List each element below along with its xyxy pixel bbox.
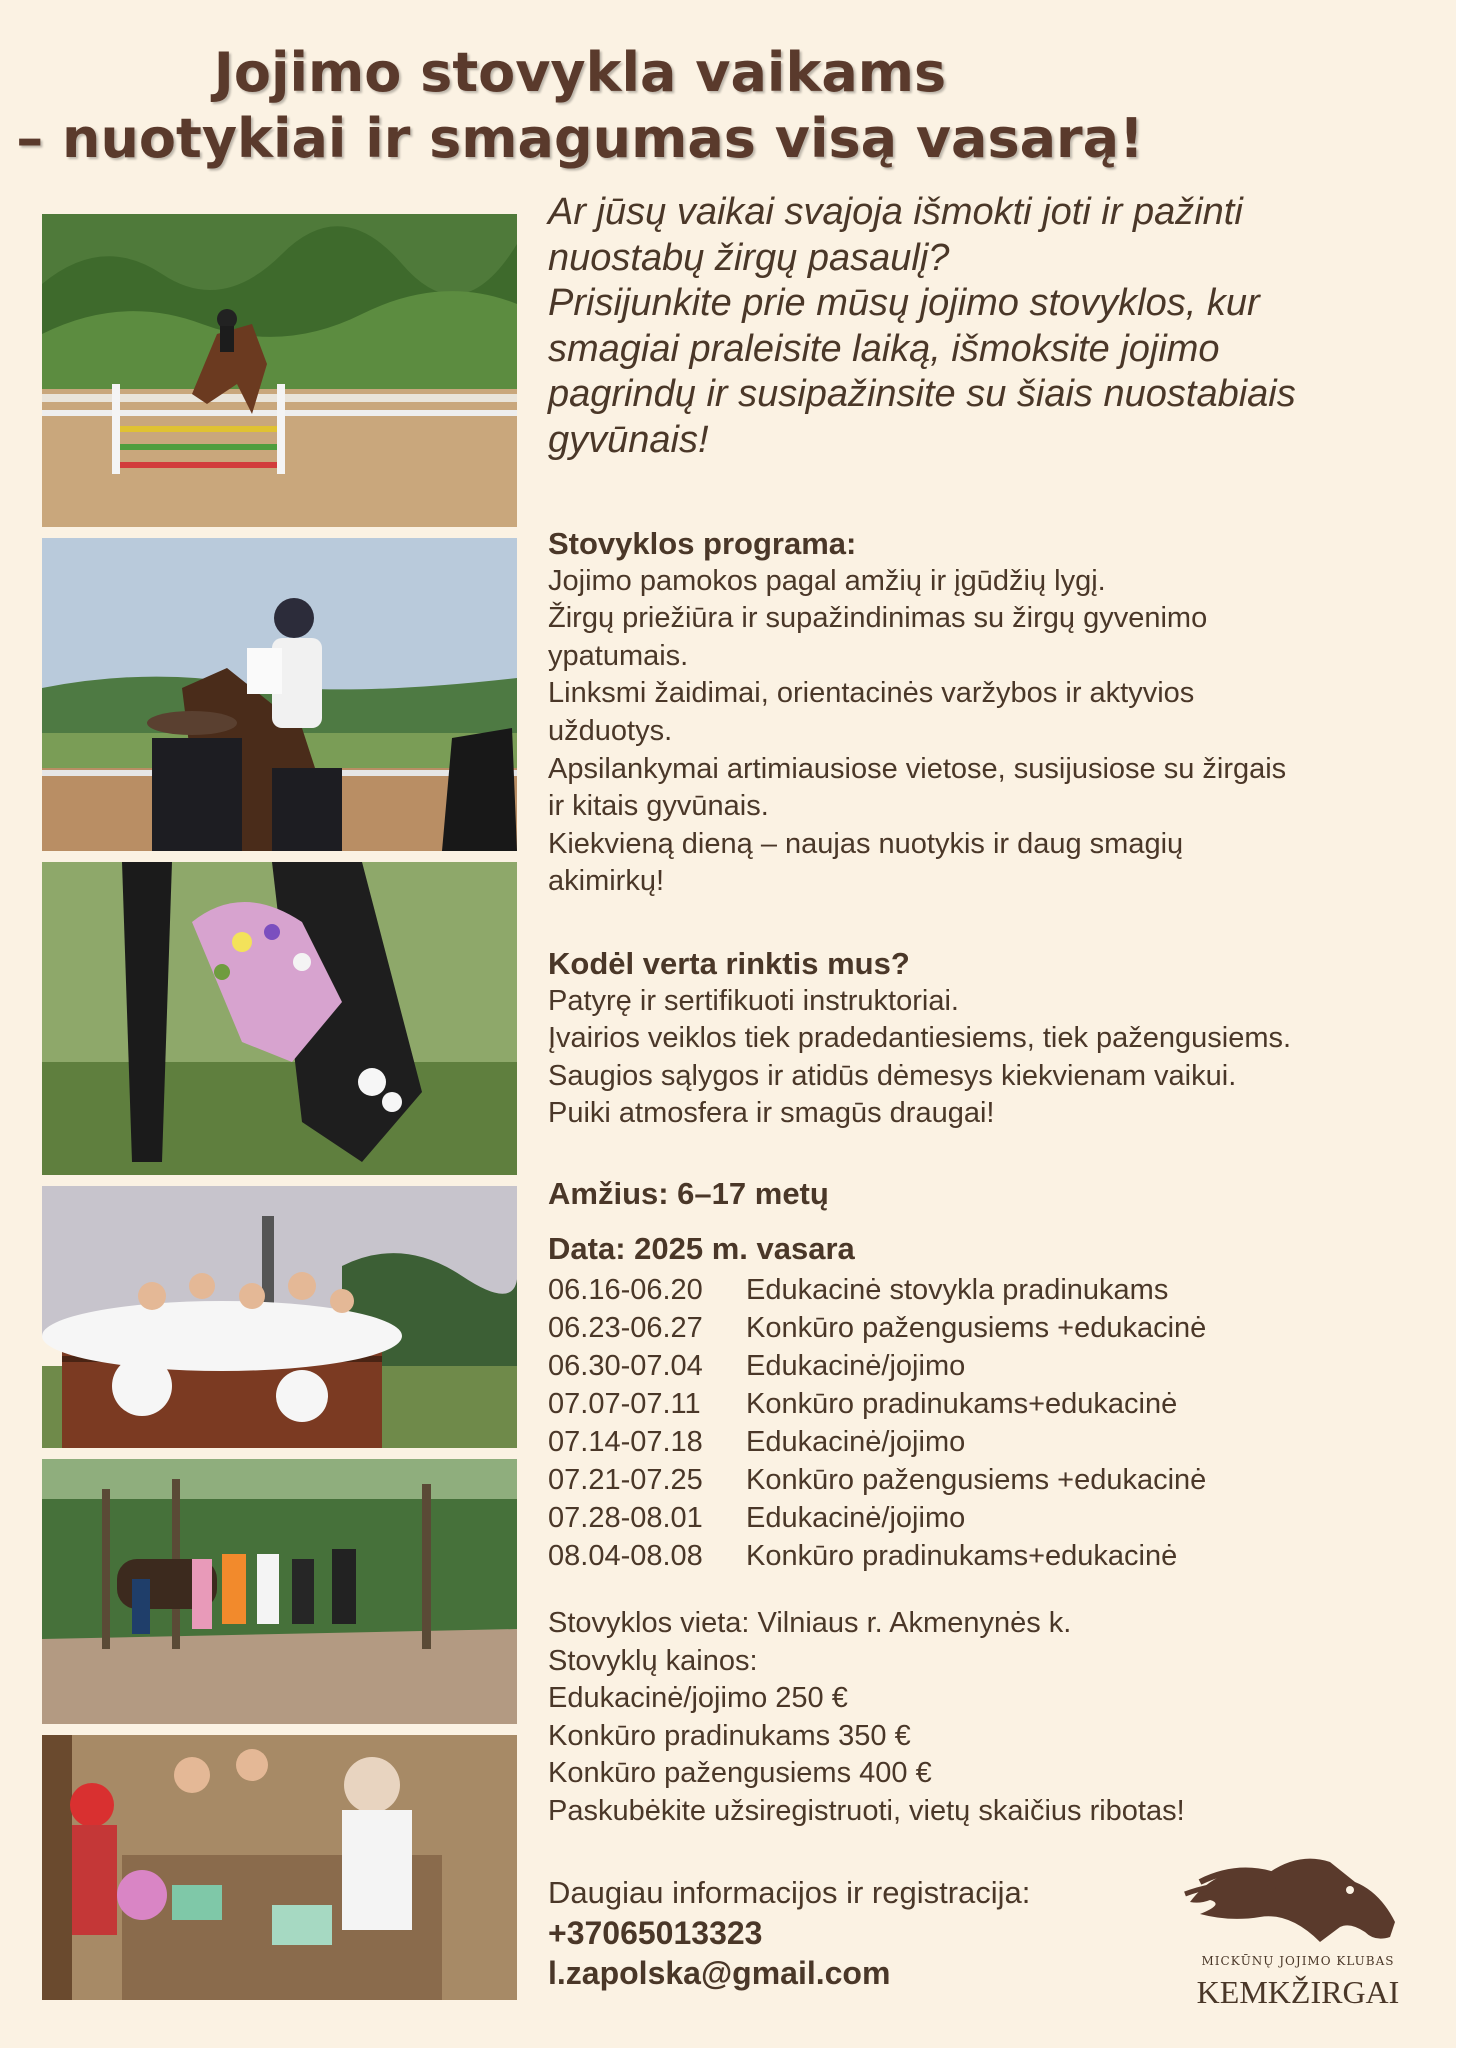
schedule-dates: 07.28-08.01 — [548, 1501, 703, 1534]
forest-group-photo — [42, 1459, 517, 1724]
schedule-row — [548, 1348, 1206, 1386]
contact-email[interactable]: l.zapolska@gmail.com — [548, 1955, 891, 1991]
date-heading: Data: 2025 m. vasara — [548, 1231, 855, 1266]
why-heading: Kodėl verta rinktis mus? — [548, 946, 910, 981]
schedule-dates: 07.21-07.25 — [548, 1463, 703, 1496]
program-heading: Stovyklos programa: — [548, 526, 857, 561]
club-logo — [1180, 1842, 1416, 2012]
photo-horse-flower-bonnet — [42, 862, 517, 1175]
intro-line: Ar jūsų vaikai svajoja išmokti joti ir pažinti — [548, 191, 1243, 233]
program-line: Apsilankymai artimiausiose vietose, susijusiose su žirgais — [548, 752, 1287, 785]
logo-name: KEMKŽIRGAI — [1196, 1974, 1400, 2010]
hurry-line: Paskubėkite užsiregistruoti, vietų skaičius ribotas! — [548, 1794, 1185, 1827]
why-line: Įvairios veiklos tiek pradedantiesiems, tiek pažengusiems. — [548, 1022, 1292, 1055]
schedule-row — [548, 1386, 1206, 1424]
contact-phone[interactable]: +37065013323 — [548, 1915, 763, 1951]
intro-line: pagrindų ir susipažinsite su šiais nuostabiais — [548, 373, 1296, 415]
hot-tub-photo — [42, 1186, 517, 1448]
intro-text — [548, 190, 1296, 463]
schedule-camp: Konkūro pažengusiems +edukacinė — [746, 1463, 1207, 1496]
program-line: akimirkų! — [548, 865, 665, 898]
program-line: Jojimo pamokos pagal amžių ir įgūdžių lygį. — [548, 564, 1106, 597]
schedule-section — [548, 1230, 1206, 1576]
contact-label: Daugiau informacijos ir registracija: — [548, 1875, 1031, 1910]
crafts-photo — [42, 1735, 517, 2000]
schedule-row — [548, 1310, 1206, 1348]
horse-flowers-photo — [42, 862, 517, 1175]
schedule-dates: 07.14-07.18 — [548, 1425, 703, 1458]
photo-show-jumping — [42, 214, 517, 527]
schedule-dates: 07.07-07.11 — [548, 1387, 701, 1420]
poster-title-line-1: Jojimo stovykla vaikams — [213, 41, 947, 104]
horse-jump-photo — [42, 214, 517, 527]
why-section — [548, 945, 1291, 1133]
price-line: Edukacinė/jojimo 250 € — [548, 1682, 848, 1715]
schedule-dates: 06.30-07.04 — [548, 1349, 703, 1382]
program-line: užduotys. — [548, 714, 673, 747]
schedule-dates: 06.16-06.20 — [548, 1273, 703, 1306]
schedule-row — [548, 1424, 1206, 1462]
program-line: ypatumais. — [548, 639, 689, 672]
location-line: Stovyklos vieta: Vilniaus r. Akmenynės k. — [548, 1607, 1072, 1639]
price-line: Konkūro pažengusiems 400 € — [548, 1757, 932, 1790]
photo-kids-crafts-table — [42, 1735, 517, 2000]
photo-rider-certificate — [42, 538, 517, 851]
why-line: Puiki atmosfera ir smagūs draugai! — [548, 1097, 995, 1130]
why-line: Patyrę ir sertifikuoti instruktoriai. — [548, 984, 959, 1017]
intro-line: gyvūnais! — [548, 418, 709, 461]
schedule-camp: Edukacinė/jojimo — [746, 1425, 966, 1458]
schedule-row — [548, 1462, 1206, 1500]
schedule-camp: Konkūro pažengusiems +edukacinė — [746, 1311, 1207, 1344]
program-line: Kiekvieną dieną – naujas nuotykis ir daug smagių — [548, 827, 1184, 860]
schedule-row — [548, 1500, 1206, 1538]
horse-head-icon — [1180, 1842, 1416, 1952]
age-heading: Amžius: 6–17 metų — [548, 1176, 829, 1211]
intro-line: Prisijunkite prie mūsų jojimo stovyklos, kur — [548, 282, 1260, 324]
schedule-dates: 06.23-06.27 — [548, 1311, 703, 1344]
schedule-camp: Konkūro pradinukams+edukacinė — [746, 1387, 1178, 1420]
schedule-camp: Edukacinė stovykla pradinukams — [746, 1273, 1169, 1306]
schedule-dates: 08.04-08.08 — [548, 1539, 703, 1572]
program-section — [548, 525, 1286, 901]
photo-kids-forest-road — [42, 1459, 517, 1724]
schedule-row — [548, 1272, 1206, 1310]
schedule-camp: Konkūro pradinukams+edukacinė — [746, 1539, 1178, 1572]
prices-label: Stovyklų kainos: — [548, 1644, 758, 1677]
intro-line: smagiai praleisite laiką, išmoksite jojimo — [548, 327, 1220, 370]
logo-subtitle: MICKŪNŲ JOJIMO KLUBAS — [1201, 1954, 1395, 1968]
why-line: Saugios sąlygos ir atidūs dėmesys kiekvienam vaikui. — [548, 1059, 1237, 1092]
intro-line: nuostabų žirgų pasaulį? — [548, 236, 950, 279]
program-line: Linksmi žaidimai, orientacinės varžybos ir aktyvios — [548, 677, 1195, 710]
contact-section — [548, 1873, 1030, 1993]
schedule-row — [548, 1538, 1206, 1576]
rider-photo — [42, 538, 517, 851]
schedule-camp: Edukacinė/jojimo — [746, 1501, 966, 1534]
info-section — [548, 1605, 1185, 1831]
program-line: ir kitais gyvūnais. — [548, 790, 769, 823]
poster-title-line-2: – nuotykiai ir smagumas visą vasarą! — [16, 107, 1144, 170]
schedule-camp: Edukacinė/jojimo — [746, 1349, 966, 1382]
price-line: Konkūro pradinukams 350 € — [548, 1719, 911, 1752]
photo-kids-hot-tub-foam — [42, 1186, 517, 1448]
program-line: Žirgų priežiūra ir supažindinimas su žirgų gyvenimo — [548, 602, 1208, 635]
